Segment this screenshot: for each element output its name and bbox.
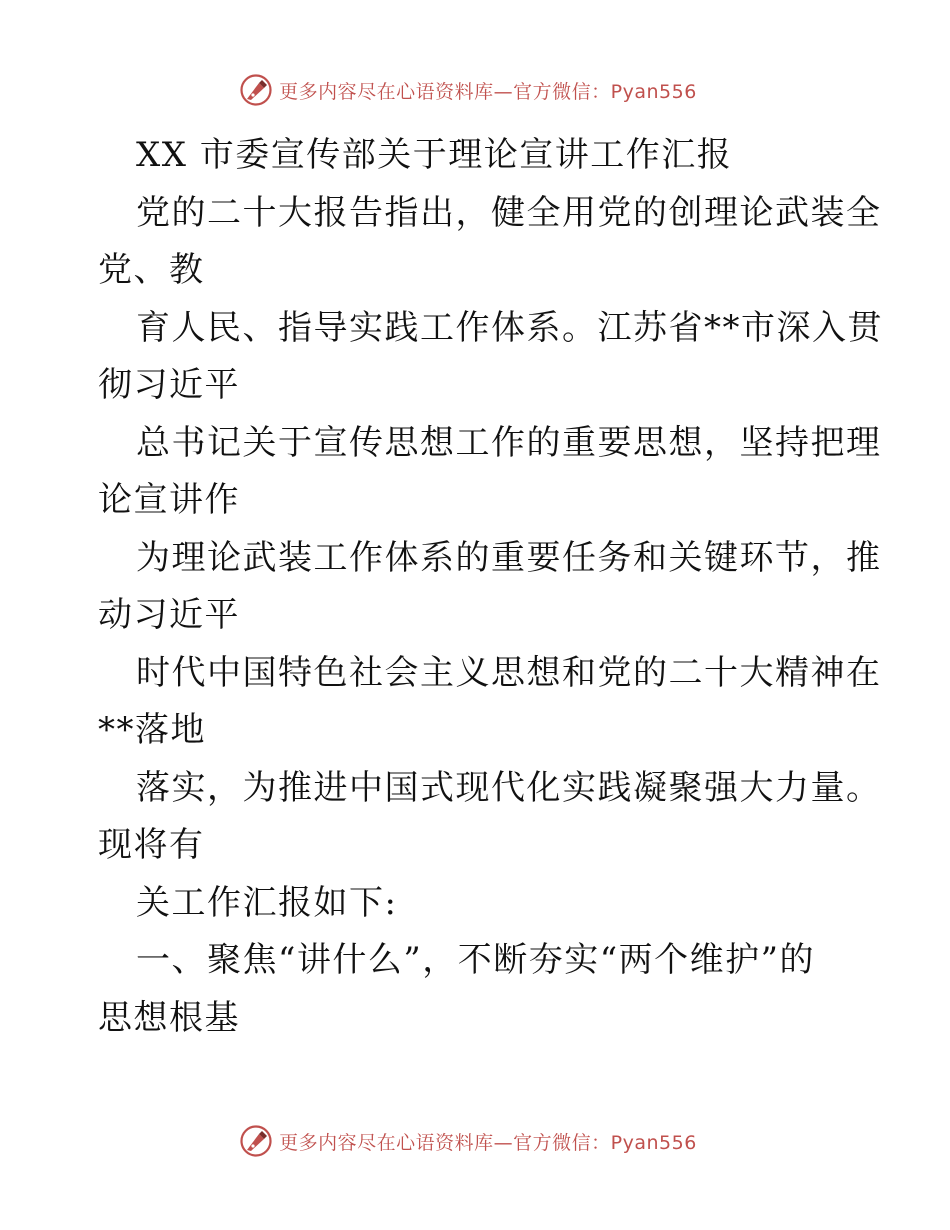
document-line: 为理论武装工作体系的重要任务和关键环节，推 <box>136 537 882 578</box>
header-banner <box>0 70 950 110</box>
document-line: 时代中国特色社会主义思想和党的二十大精神在 <box>136 652 882 693</box>
document-line: 关工作汇报如下: <box>136 882 398 923</box>
document-line: 育人民、指导实践工作体系。江苏省**市深入贯 <box>136 307 883 348</box>
document-line: 一、聚焦“讲什么”，不断夯实“两个维护”的 <box>136 940 816 980</box>
document-line: **落地 <box>98 710 206 750</box>
document-line: 论宣讲作 <box>98 480 240 520</box>
document-line: 党的二十大报告指出，健全用党的创理论武装全 <box>136 192 882 233</box>
document-line: 彻习近平 <box>98 365 240 405</box>
document-line: XX 市委宣传部关于理论宣讲工作汇报 <box>136 135 733 175</box>
footer-banner-content <box>239 1124 697 1158</box>
header-banner-text: 更多内容尽在心语资料库—官方微信：Pyan556 <box>279 80 697 103</box>
document-line: 落实，为推进中国式现代化实践凝聚强大力量。 <box>136 767 882 808</box>
document-line: 动习近平 <box>98 595 240 635</box>
document-line: 党、教 <box>98 250 205 290</box>
document-line: 总书记关于宣传思想工作的重要思想，坚持把理 <box>136 422 882 463</box>
footer-banner <box>0 1121 950 1161</box>
document-body <box>98 127 883 1047</box>
document-line: 思想根基 <box>98 997 240 1038</box>
pen-nib-logo-icon <box>239 73 273 107</box>
header-banner-content <box>239 73 697 107</box>
document-line: 现将有 <box>98 825 205 865</box>
pen-nib-logo-icon <box>239 1124 273 1158</box>
footer-banner-text: 更多内容尽在心语资料库—官方微信：Pyan556 <box>279 1131 697 1154</box>
